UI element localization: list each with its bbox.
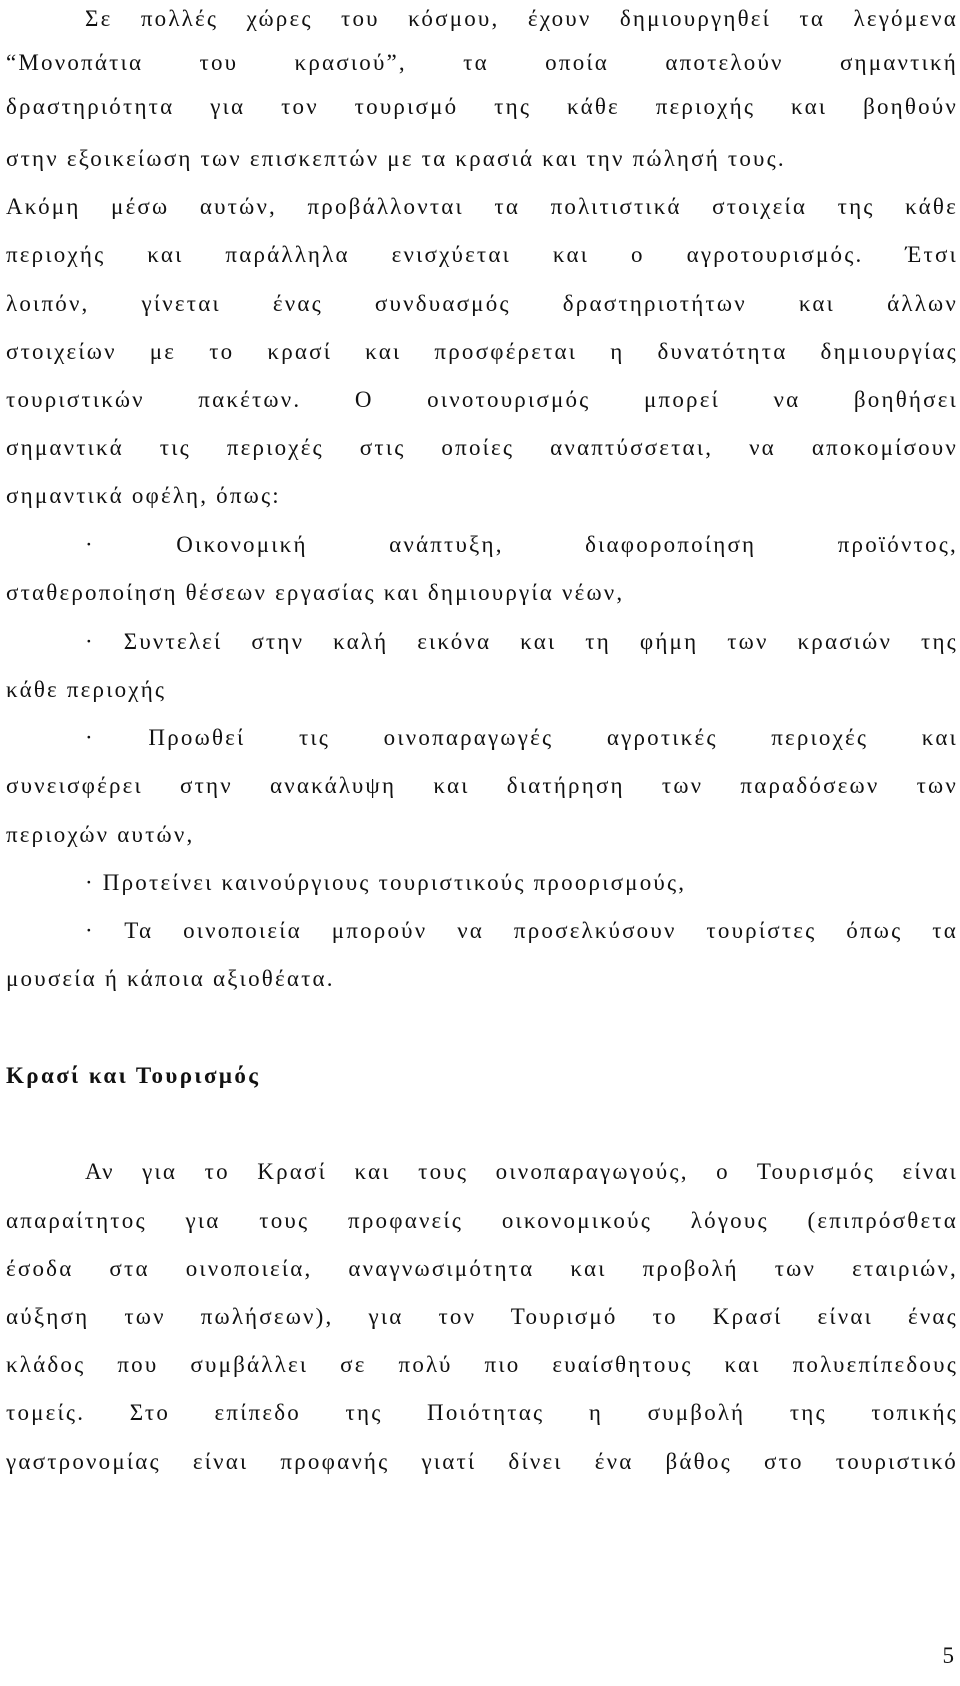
bullet-item: · Προτείνει καινούργιους τουριστικούς προορισμούς,	[85, 870, 687, 895]
paragraph-line: σημαντικά οφέλη, όπως:	[6, 483, 281, 508]
paragraph-line: δραστηριότητα για τον τουρισμό της κάθε περιοχής και βοηθούν	[6, 94, 958, 119]
bullet-continuation: σταθεροποίηση θέσεων εργασίας και δημιουργία νέων,	[6, 580, 625, 605]
section-heading: Κρασί και Τουρισμός	[6, 1063, 261, 1088]
bullet-continuation: κάθε περιοχής	[6, 677, 167, 702]
bullet-item: · Τα οινοποιεία μπορούν να προσελκύσουν τουρίστες όπως τα	[85, 918, 958, 943]
paragraph-line: στοιχείων με το κρασί και προσφέρεται η δυνατότητα δημιουργίας	[6, 339, 958, 364]
paragraph-line: κλάδος που συμβάλλει σε πολύ πιο ευαίσθητους και πολυεπίπεδους	[6, 1352, 958, 1377]
paragraph-line: αύξηση των πωλήσεων), για τον Τουρισμό το Κρασί είναι ένας	[6, 1304, 958, 1329]
paragraph-line: τουριστικών πακέτων. Ο οινοτουρισμός μπορεί να βοηθήσει	[6, 387, 958, 412]
bullet-continuation: περιοχών αυτών,	[6, 822, 195, 847]
paragraph-line: Σε πολλές χώρες του κόσμου, έχουν δημιουργηθεί τα λεγόμενα	[85, 6, 958, 31]
paragraph-line: τομείς. Στο επίπεδο της Ποιότητας η συμβολή της τοπικής	[6, 1400, 958, 1425]
page-number: 5	[942, 1643, 954, 1668]
paragraph-line: λοιπόν, γίνεται ένας συνδυασμός δραστηριοτήτων και άλλων	[6, 291, 958, 316]
paragraph-line: έσοδα στα οινοποιεία, αναγνωσιμότητα και προβολή των εταιριών,	[6, 1256, 958, 1281]
paragraph-line: περιοχής και παράλληλα ενισχύεται και ο αγροτουρισμός. Έτσι	[6, 242, 958, 267]
paragraph-line: “Μονοπάτια του κρασιού”, τα οποία αποτελούν σημαντική	[6, 50, 958, 75]
bullet-continuation: συνεισφέρει στην ανακάλυψη και διατήρηση των παραδόσεων των	[6, 773, 958, 798]
paragraph-line: Ακόμη μέσω αυτών, προβάλλονται τα πολιτιστικά στοιχεία της κάθε	[6, 194, 958, 219]
paragraph-line: γαστρονομίας είναι προφανής γιατί δίνει ένα βάθος στο τουριστικό	[6, 1449, 958, 1474]
paragraph-line: απαραίτητος για τους προφανείς οικονομικούς λόγους (επιπρόσθετα	[6, 1208, 958, 1233]
bullet-item: · Οικονομική ανάπτυξη, διαφοροποίηση προϊόντος,	[85, 532, 958, 557]
paragraph-line: στην εξοικείωση των επισκεπτών με τα κρασιά και την πώλησή τους.	[6, 146, 786, 171]
bullet-item: · Συντελεί στην καλή εικόνα και τη φήμη των κρασιών της	[85, 629, 958, 654]
document-page	[6, 0, 958, 1686]
bullet-item: · Προωθεί τις οινοπαραγωγές αγροτικές περιοχές και	[85, 725, 958, 750]
bullet-continuation: μουσεία ή κάποια αξιοθέατα.	[6, 966, 335, 991]
paragraph-line: σημαντικά τις περιοχές στις οποίες αναπτύσσεται, να αποκομίσουν	[6, 435, 958, 460]
paragraph-line: Αν για το Κρασί και τους οινοπαραγωγούς, ο Τουρισμός είναι	[85, 1159, 958, 1184]
